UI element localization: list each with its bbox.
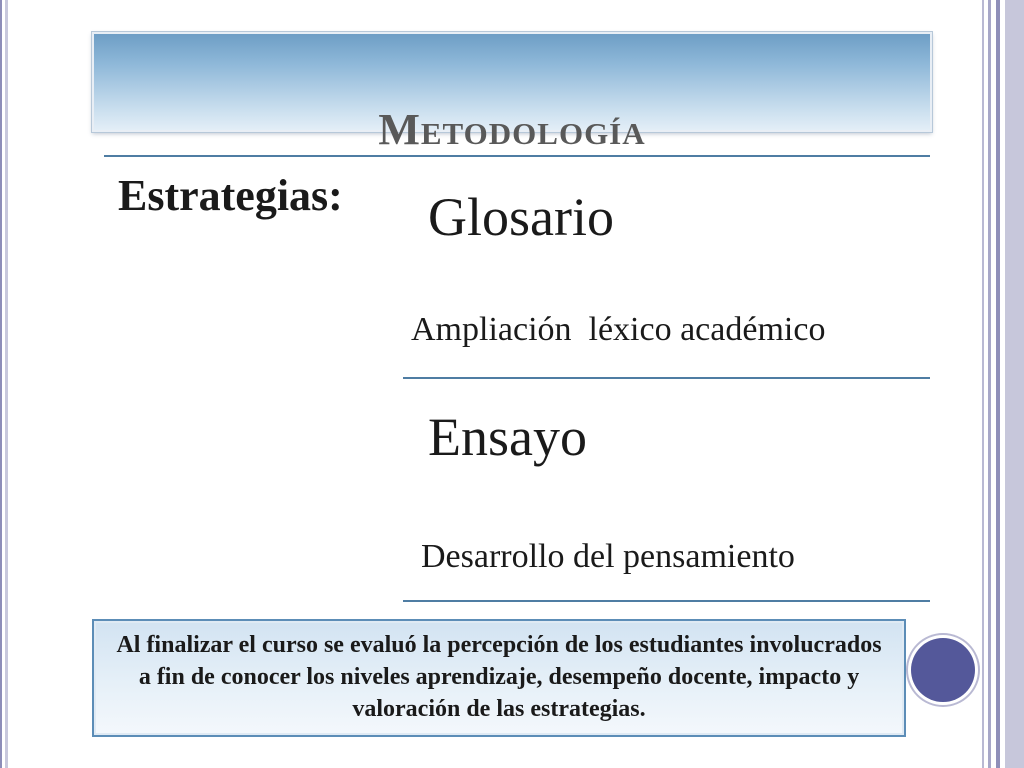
divider-middle <box>403 377 930 379</box>
note-box <box>92 619 906 737</box>
right-edge-decoration <box>978 0 1024 768</box>
slide-title: Metodología <box>378 105 646 154</box>
strategies-label: Estrategias: <box>118 171 343 220</box>
item-subtitle-glosario: Ampliación léxico académico <box>411 311 826 348</box>
item-title-glosario: Glosario <box>428 187 614 247</box>
left-edge-decoration <box>0 0 10 768</box>
item-title-ensayo: Ensayo <box>428 407 587 467</box>
divider-bottom <box>403 600 930 602</box>
circle-decoration <box>911 638 975 702</box>
note-text: Al finalizar el curso se evaluó la percepción de los estudiantes involucrados a fin de conocer los niveles aprendizaje, desempeño docente, impacto y valoración de las estrategias. <box>116 632 882 722</box>
item-subtitle-ensayo: Desarrollo del pensamiento <box>421 538 795 575</box>
title-banner <box>92 32 932 154</box>
divider-top <box>104 155 930 157</box>
